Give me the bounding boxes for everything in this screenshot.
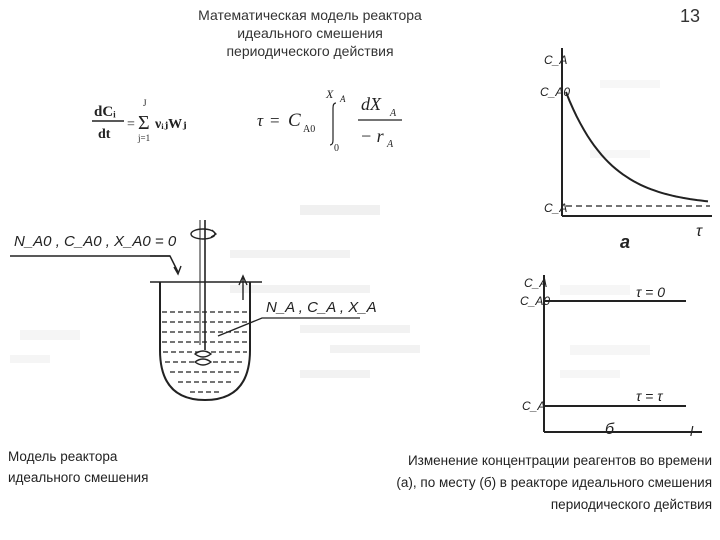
eq2-upper-limit: X (326, 87, 334, 101)
title-line-3: периодического действия (226, 43, 394, 59)
graph-a (562, 48, 712, 216)
eq1-lhs-numerator: dCᵢ (94, 104, 116, 120)
caption-left-line-2: идеального смешения (8, 470, 149, 485)
eq2-lower-limit: 0 (334, 143, 339, 154)
caption-right-line-2: (а), по месту (б) в реакторе идеального смешения (396, 475, 712, 490)
reactor-inside-label: N_A , C_A , X_A (266, 299, 377, 316)
graph-a-curve (566, 92, 708, 201)
eq2-integral-sign (330, 103, 336, 145)
caption-left-line-1: Модель реактора (8, 449, 118, 464)
eq1-sum-top: J (143, 98, 147, 108)
graph-b-xlabel: l (690, 423, 694, 439)
eq1-sum-bottom: j=1 (138, 133, 151, 143)
graph-b-top-line-label: τ = 0 (636, 284, 665, 300)
eq2-c: C (288, 110, 301, 131)
graph-b-bottom-line-label: τ = τ (636, 388, 663, 404)
caption-right (272, 450, 712, 516)
eq1-lhs-denominator: dt (98, 127, 111, 142)
title-line-2: идеального смешения (237, 25, 383, 41)
slide-number: 13 (680, 6, 701, 26)
graph-b-y-bottom-label: C_A (522, 399, 546, 413)
eq2-denominator: − r (360, 126, 384, 146)
impeller (195, 351, 211, 357)
eq1-sum-sign: Σ (138, 112, 150, 134)
equation-2 (257, 87, 402, 154)
inlet-pipe (150, 256, 178, 272)
caption-right-line-3: периодического действия (550, 497, 712, 512)
graph-a-xlabel: τ (696, 223, 702, 240)
graph-a-y-start-label: C_A0 (540, 85, 571, 99)
eq2-numerator: dX (361, 94, 381, 114)
eq2-denominator-sub: A (387, 139, 394, 150)
eq2-tau: τ (257, 111, 264, 130)
graph-b-y-top-label: C_A0 (520, 294, 551, 308)
eq2-upper-sub: A (340, 94, 346, 104)
caption-left (8, 446, 228, 488)
eq2-c-sub: A0 (303, 124, 316, 135)
eq2-equals: = (270, 111, 280, 130)
graph-a-panel-label: a (620, 232, 631, 252)
title-line-1: Математическая модель реактора (198, 7, 422, 23)
graph-b-panel-label: б (605, 421, 614, 438)
reactor-inlet-label: N_A0 , C_A0 , X_A0 = 0 (14, 233, 177, 250)
eq1-term: νᵢⱼWⱼ (155, 117, 187, 132)
graph-a-ylabel: C_A (544, 53, 568, 67)
equation-1 (92, 98, 187, 143)
graph-a-y-end-label: C_A (544, 201, 568, 215)
impeller-lower (195, 359, 211, 365)
caption-right-line-1: Изменение концентрации реагентов во времени (407, 453, 712, 468)
eq2-numerator-sub: A (390, 108, 397, 119)
graph-b-ylabel: C_A (524, 276, 548, 290)
eq1-equals: = (127, 117, 135, 132)
